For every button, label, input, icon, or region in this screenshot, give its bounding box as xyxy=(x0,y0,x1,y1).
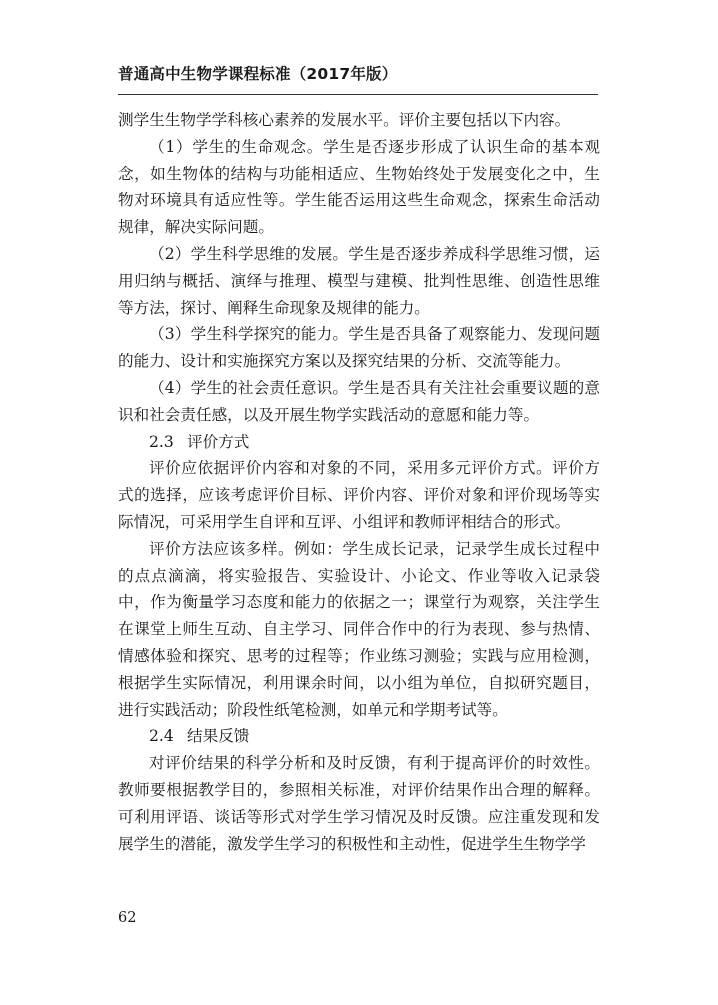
page-header-title: 普通高中生物学课程标准（2017年版） xyxy=(118,65,398,83)
body-paragraph: （2）学生科学思维的发展。学生是否逐步养成科学思维习惯，运用归纳与概括、演绎与推理、模型与建模、批判性思维、创造性思维等方法，探讨、阐释生命现象及规律的能力。 xyxy=(118,244,600,317)
body-paragraph: 评价方法应该多样。例如：学生成长记录，记录学生成长过程中的点点滴滴，将实验报告、实验设计、小论文、作业等收入记录袋中，作为衡量学习态度和能力的依据之一；课堂行为观察，关注学生在课堂上师生互动、自主学习、同伴合作中的行为表现、参与热情、情感体验和探究、思考的过程等；作业练习测验；实践与应用检测，根据学生实际情况，利用课余时间，以小组为单位，自拟研究题目，进行实践活动；阶段性纸笔检测，如单元和学期考试等。 xyxy=(118,539,600,719)
body-paragraph: 评价应依据评价内容和对象的不同，采用多元评价方式。评价方式的选择，应该考虑评价目标、评价内容、评价对象和评价现场等实际情况，可采用学生自评和互评、小组评和教师评相结合的形式。 xyxy=(118,459,600,531)
section-number: 2.4 xyxy=(149,727,174,746)
page-number: 62 xyxy=(118,910,137,926)
body-paragraph: （1）学生的生命观念。学生是否逐步形成了认识生命的基本观念，如生物体的结构与功能相适应、生物始终处于发展变化之中，生物对环境具有适应性等。学生能否运用这些生命观念，探索生命活动规律，解决实际问题。 xyxy=(118,137,600,237)
body-paragraph: （4）学生的社会责任意识。学生是否具有关注社会重要议题的意识和社会责任感，以及开展生物学实践活动的意愿和能力等。 xyxy=(118,378,600,424)
section-title: 评价方式 xyxy=(187,432,250,451)
page-body xyxy=(118,107,600,857)
section-heading xyxy=(118,723,600,750)
section-heading xyxy=(118,429,600,456)
section-title: 结果反馈 xyxy=(187,727,250,746)
body-paragraph: 对评价结果的科学分析和及时反馈，有利于提高评价的时效性。教师要根据教学目的，参照相关标准，对评价结果作出合理的解释。可利用评语、谈话等形式对学生学习情况及时反馈。应注重发现和发展学生的潜能，激发学生学习的积极性和主动性，促进学生生物学学 xyxy=(118,754,600,853)
body-paragraph: （3）学生科学探究的能力。学生是否具备了观察能力、发现问题的能力、设计和实施探究方案以及探究结果的分析、交流等能力。 xyxy=(118,325,600,371)
header-divider xyxy=(118,94,598,95)
body-paragraph: 测学生生物学学科核心素养的发展水平。评价主要包括以下内容。 xyxy=(118,111,571,129)
section-number: 2.3 xyxy=(149,432,174,451)
